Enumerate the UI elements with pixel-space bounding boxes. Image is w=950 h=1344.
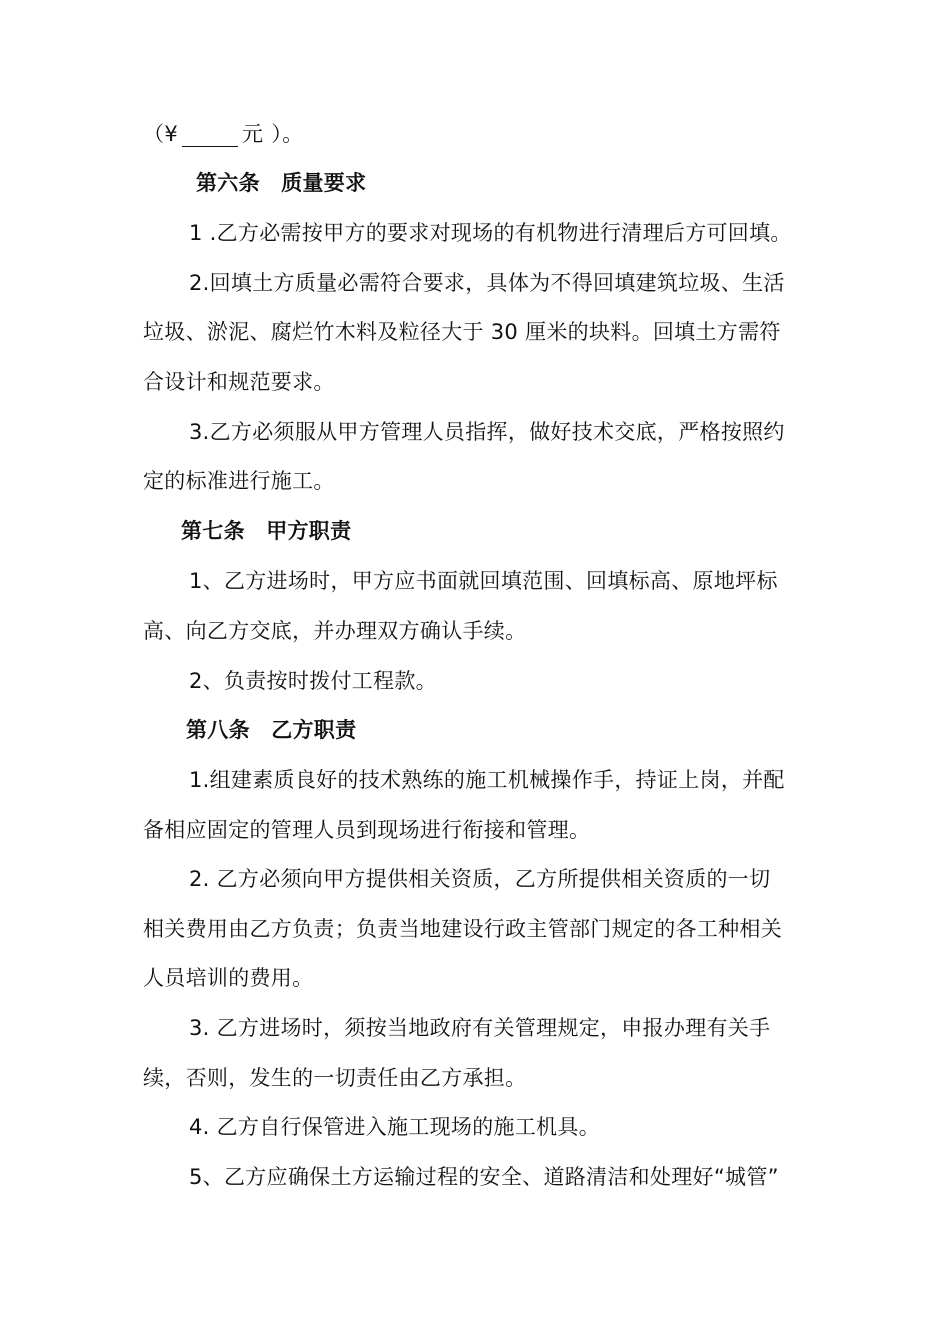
amount-close: ）。 [271,122,304,146]
section-8-line-3: 2. 乙方必须向甲方提供相关资质，乙方所提供相关资质的一切 [189,867,771,891]
amount-open-paren: （ [143,122,165,146]
section-7-line-3: 2、负责按时拨付工程款。 [189,669,437,693]
section-6-line-1: 1 .乙方必需按甲方的要求对现场的有机物进行清理后方可回填。 [189,221,792,245]
section-6-line-2: 2.回填土方质量必需符合要求，具体为不得回填建筑垃圾、生活 [189,271,785,295]
section-7-line-1: 1、乙方进场时，甲方应书面就回填范围、回填标高、原地坪标 [189,569,778,593]
amount-blank-field [182,124,238,147]
section-8-line-9: 5、乙方应确保土方运输过程的安全、道路清洁和处理好“城管” [189,1165,779,1189]
section-8-line-2: 备相应固定的管理人员到现场进行衔接和管理。 [143,818,591,842]
amount-unit: 元 [241,122,264,146]
section-7-title: 第七条 甲方职责 [181,519,352,543]
section-8-line-1: 1.组建素质良好的技术熟练的施工机械操作手，持证上岗，并配 [189,768,785,792]
currency-symbol: ¥ [164,122,178,146]
section-6-line-4: 合设计和规范要求。 [143,370,335,394]
section-6-line-3: 垃圾、淤泥、腐烂竹木料及粒径大于 30 厘米的块料。回填土方需符 [143,320,781,344]
section-7-line-2: 高、向乙方交底，并办理双方确认手续。 [143,619,527,643]
section-8-line-8: 4. 乙方自行保管进入施工现场的施工机具。 [189,1115,601,1139]
section-6-line-5: 3.乙方必须服从甲方管理人员指挥，做好技术交底，严格按照约 [189,420,785,444]
section-8-line-4: 相关费用由乙方负责；负责当地建设行政主管部门规定的各工种相关 [143,917,782,941]
section-8-title: 第八条 乙方职责 [186,718,357,742]
section-6-line-6: 定的标准进行施工。 [143,469,335,493]
section-8-line-6: 3. 乙方进场时，须按当地政府有关管理规定，申报办理有关手 [189,1016,771,1040]
section-8-line-5: 人员培训的费用。 [143,966,314,990]
section-6-title: 第六条 质量要求 [196,171,367,195]
amount-line [143,120,303,148]
section-8-line-7: 续，否则，发生的一切责任由乙方承担。 [143,1066,527,1090]
